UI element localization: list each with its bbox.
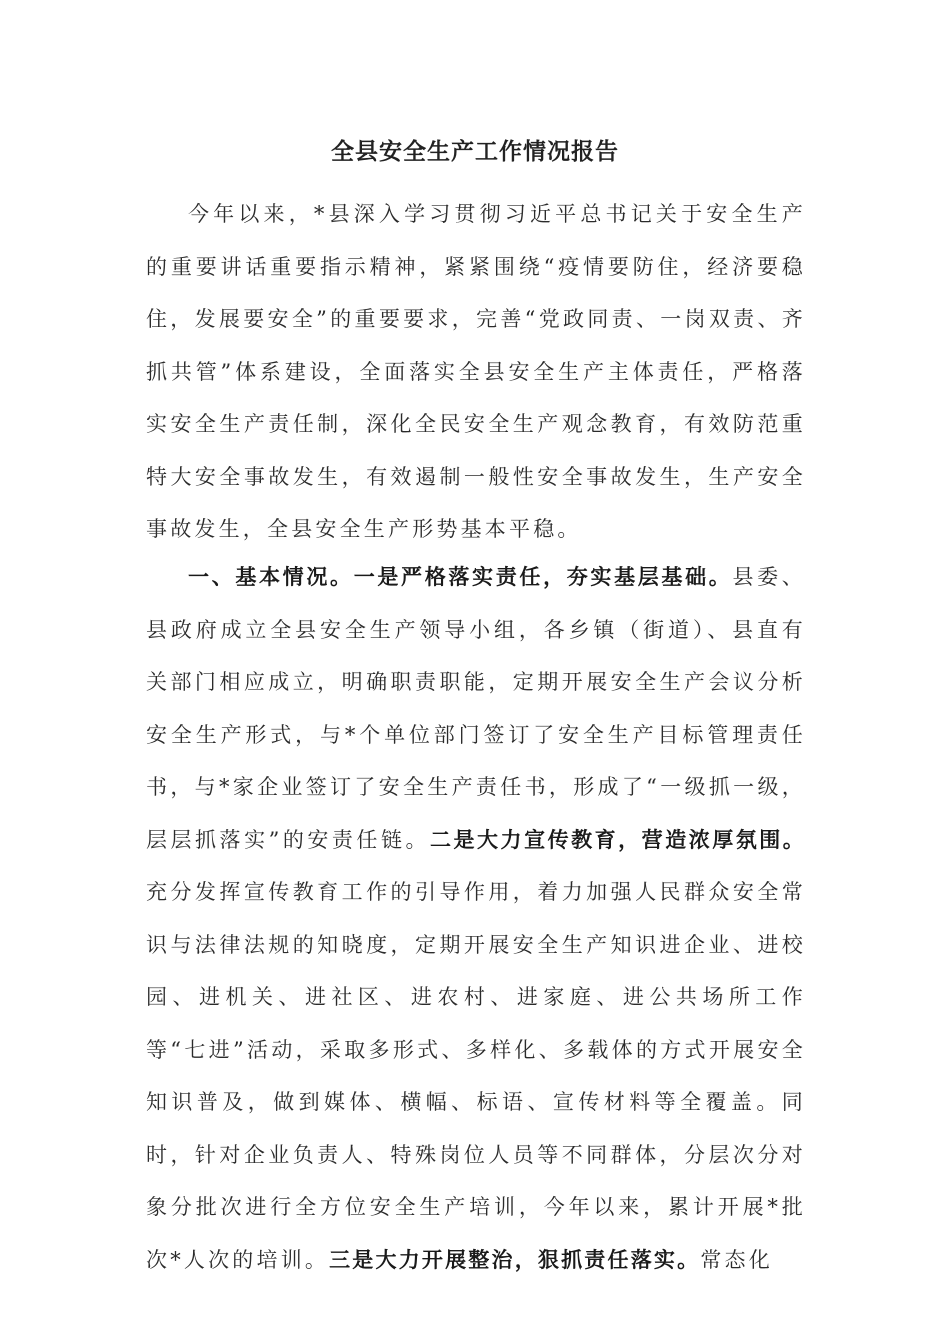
document-title: 全县安全生产工作情况报告 bbox=[331, 139, 619, 165]
point1-text: 县委、县政府成立全县安全生产领导小组，各乡镇（街道）、县直有关部门相应成立，明确职责职能，定期开展安全生产会议分析安全生产形式，与*个单位部门签订了安全生产目标管理责任书，与*家企业签订了安全生产责任书，形成了“一级抓一级，层层抓落实”的安责任链。 bbox=[146, 565, 806, 852]
point2-title: 二是大力宣传教育，营造浓厚氛围。 bbox=[429, 827, 806, 852]
point2-text: 充分发挥宣传教育工作的引导作用，着力加强人民群众安全常识与法律法规的知晓度，定期开展安全生产知识进企业、进校园、进机关、进社区、进农村、进家庭、进公共场所工作等“七进”活动，采取多形式、多样化、多载体的方式开展安全知识普及，做到媒体、横幅、标语、宣传材料等全覆盖。同时，针对企业负责人、特殊岗位人员等不同群体，分层次分对象分批次进行全方位安全生产培训，今年以来，累计开展*批次*人次的培训。 bbox=[146, 880, 806, 1272]
point3-title: 三是大力开展整治，狠抓责任落实。 bbox=[329, 1247, 701, 1272]
point3-text: 常态化 bbox=[700, 1247, 773, 1272]
point1-title: 一是严格落实责任，夯实基层基础。 bbox=[353, 565, 733, 589]
section-heading: 一、基本情况。 bbox=[188, 565, 354, 589]
intro-paragraph: 今年以来，*县深入学习贯彻习近平总书记关于安全生产的重要讲话重要指示精神，紧紧围绕“疫情要防住，经济要稳住，发展要安全”的重要要求，完善“党政同责、一岗双责、齐抓共管”体系建设，全面落实全县安全生产主体责任，严格落实安全生产责任制，深化全民安全生产观念教育，有效防范重特大安全事故发生，有效遏制一般性安全事故发生，生产安全事故发生，全县安全生产形势基本平稳。 bbox=[146, 202, 806, 541]
basic-situation-paragraph bbox=[146, 551, 806, 1286]
